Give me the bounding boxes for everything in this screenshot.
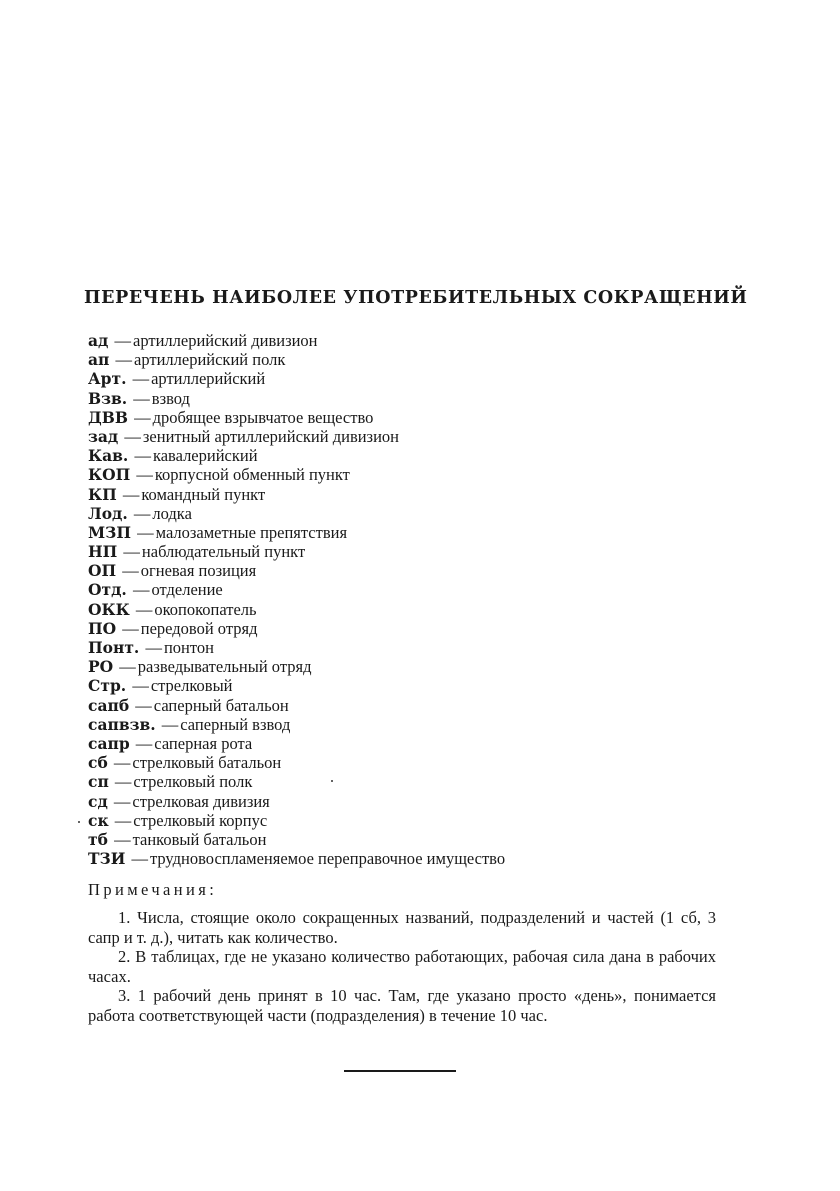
abbreviation-meaning: артиллерийский полк	[134, 350, 286, 370]
abbreviation-meaning: стрелковый полк	[133, 772, 253, 792]
abbreviation-key: сапр	[88, 733, 130, 753]
abbreviation-entry	[88, 369, 728, 388]
abbreviation-dash: —	[134, 407, 151, 427]
abbreviation-dash: —	[122, 618, 139, 638]
abbreviation-dash: —	[161, 714, 179, 734]
abbreviation-dash: —	[133, 503, 151, 523]
abbreviation-dash: —	[114, 829, 131, 849]
abbreviation-key: Отд.	[88, 580, 127, 600]
abbreviation-dash: —	[113, 753, 131, 773]
abbreviation-meaning: отделение	[151, 580, 223, 600]
abbreviation-key: Лод.	[88, 503, 128, 523]
scan-speck	[331, 780, 333, 782]
abbreviation-entry	[88, 408, 728, 427]
abbreviation-meaning: взвод	[151, 388, 190, 408]
abbreviation-entry	[88, 561, 728, 580]
abbreviation-dash: —	[135, 599, 153, 619]
abbreviation-dash: —	[135, 695, 152, 715]
abbreviation-entry	[88, 657, 728, 676]
abbreviation-key: Арт.	[88, 369, 127, 389]
end-rule-divider	[344, 1070, 456, 1072]
abbreviation-meaning: саперная рота	[154, 733, 253, 753]
abbreviation-key: ад	[88, 331, 109, 350]
abbreviation-meaning: передовой отряд	[140, 618, 258, 638]
abbreviation-key: ДВВ	[88, 407, 128, 427]
abbreviation-dash: —	[136, 465, 153, 485]
abbreviation-meaning: танковый батальон	[132, 829, 267, 849]
abbreviation-entry	[88, 715, 728, 734]
abbreviation-dash: —	[137, 522, 154, 542]
abbreviation-entry	[88, 772, 728, 791]
abbreviation-meaning: дробящее взрывчатое вещество	[152, 407, 374, 427]
abbreviation-entry	[88, 619, 728, 638]
abbreviation-dash: —	[115, 350, 133, 370]
abbreviation-meaning: малозаметные препятствия	[155, 522, 348, 542]
abbreviation-key: сапвзв.	[88, 714, 156, 734]
abbreviation-key: Кав.	[88, 446, 129, 466]
abbreviation-entry	[88, 446, 728, 465]
abbreviation-entry	[88, 830, 728, 849]
abbreviation-entry	[88, 485, 728, 504]
page-title: ПЕРЕЧЕНЬ НАИБОЛЕЕ УПОТРЕБИТЕЛЬНЫХ СОКРАЩЕНИЙ	[84, 288, 748, 308]
abbreviation-dash: —	[135, 733, 153, 753]
abbreviation-meaning: огневая позиция	[140, 561, 257, 581]
abbreviation-entry	[88, 734, 728, 753]
abbreviation-meaning: окопокопатель	[154, 599, 257, 619]
abbreviation-dash: —	[122, 484, 140, 504]
abbreviation-key: РО	[88, 657, 114, 677]
abbreviation-meaning: лодка	[152, 503, 192, 523]
scan-speck	[78, 821, 80, 823]
abbreviation-entry	[88, 849, 728, 868]
abbreviation-entry	[88, 696, 728, 715]
abbreviation-key: ТЗИ	[88, 849, 126, 869]
abbreviation-meaning: стрелковый корпус	[133, 810, 268, 830]
note-item: 2. В таблицах, где не указано количество работающих, рабочая сила дана в рабочих часах.	[88, 947, 716, 986]
abbreviation-key: КП	[88, 484, 117, 504]
abbreviation-key: ОП	[88, 561, 117, 581]
abbreviation-dash: —	[132, 580, 150, 600]
abbreviation-meaning: понтон	[163, 638, 214, 657]
abbreviation-meaning: наблюдательный пункт	[141, 542, 306, 562]
abbreviation-dash: —	[123, 542, 140, 562]
abbreviation-key: зад	[88, 426, 119, 446]
abbreviation-meaning: стрелковый батальон	[132, 753, 282, 773]
abbreviation-key: ПО	[88, 618, 117, 638]
abbreviation-dash: —	[133, 388, 150, 408]
abbreviation-meaning: командный пункт	[141, 484, 266, 504]
abbreviation-key: сп	[88, 772, 109, 792]
abbreviation-meaning: артиллерийский дивизион	[133, 331, 318, 350]
abbreviation-dash: —	[124, 426, 141, 446]
abbreviation-entry	[88, 542, 728, 561]
abbreviation-meaning: артиллерийский	[151, 369, 266, 389]
abbreviation-key: КОП	[88, 465, 131, 485]
abbreviation-key: ап	[88, 350, 110, 370]
abbreviation-entry	[88, 389, 728, 408]
abbreviation-entry	[88, 638, 728, 657]
abbreviation-dash: —	[132, 676, 149, 696]
abbreviation-entry	[88, 580, 728, 599]
abbreviation-key: сб	[88, 753, 108, 773]
abbreviation-meaning: стрелковый	[150, 676, 233, 696]
abbreviation-key: тб	[88, 829, 108, 849]
abbreviation-meaning: трудновоспламеняемое переправочное имущество	[149, 849, 506, 869]
abbreviation-dash: —	[131, 849, 148, 869]
note-item: 1. Числа, стоящие около сокращенных названий, подразделений и частей (1 сб, 3 сапр и т. д.), читать как количество.	[88, 908, 716, 947]
abbreviation-dash: —	[114, 772, 132, 792]
abbreviation-meaning: саперный взвод	[180, 714, 291, 734]
abbreviation-dash: —	[134, 446, 151, 466]
abbreviation-dash: —	[145, 638, 162, 657]
abbreviation-entry	[88, 523, 728, 542]
abbreviation-meaning: зенитный артиллерийский дивизион	[142, 426, 399, 446]
abbreviation-key: НП	[88, 542, 118, 562]
abbreviation-key: Понт.	[88, 638, 140, 657]
abbreviation-dash: —	[132, 369, 150, 389]
abbreviation-dash: —	[122, 561, 139, 581]
abbreviation-meaning: стрелковая дивизия	[132, 791, 270, 811]
abbreviation-meaning: кавалерийский	[152, 446, 258, 466]
note-item: 3. 1 рабочий день принят в 10 час. Там, где указано просто «день», понимается работа соответствующей части (подразделения) в течение 10 час.	[88, 986, 716, 1025]
abbreviation-entry	[88, 792, 728, 811]
abbreviation-key: Взв.	[88, 388, 128, 408]
abbreviation-dash: —	[114, 331, 131, 350]
abbreviation-entry	[88, 676, 728, 695]
abbreviation-key: МЗП	[88, 522, 131, 542]
abbreviation-entry	[88, 600, 728, 619]
abbreviation-key: сд	[88, 791, 108, 811]
abbreviation-key: ск	[88, 810, 109, 830]
abbreviation-entry	[88, 753, 728, 772]
abbreviation-dash: —	[113, 791, 131, 811]
abbreviation-entry	[88, 427, 728, 446]
abbreviation-entry	[88, 811, 728, 830]
notes-block	[88, 908, 716, 1026]
abbreviation-entry	[88, 350, 728, 369]
notes-heading: Примечания:	[88, 880, 218, 899]
abbreviation-key: сапб	[88, 695, 130, 715]
abbreviation-entry	[88, 504, 728, 523]
abbreviation-meaning: разведывательный отряд	[137, 657, 312, 677]
abbreviation-list	[88, 331, 728, 868]
abbreviation-entry	[88, 465, 728, 484]
abbreviation-entry	[88, 331, 728, 350]
abbreviation-dash: —	[114, 810, 132, 830]
abbreviation-dash: —	[119, 657, 136, 677]
abbreviation-key: ОКК	[88, 599, 130, 619]
abbreviation-meaning: корпусной обменный пункт	[154, 465, 350, 485]
abbreviation-key: Стр.	[88, 676, 127, 696]
abbreviation-meaning: саперный батальон	[153, 695, 289, 715]
